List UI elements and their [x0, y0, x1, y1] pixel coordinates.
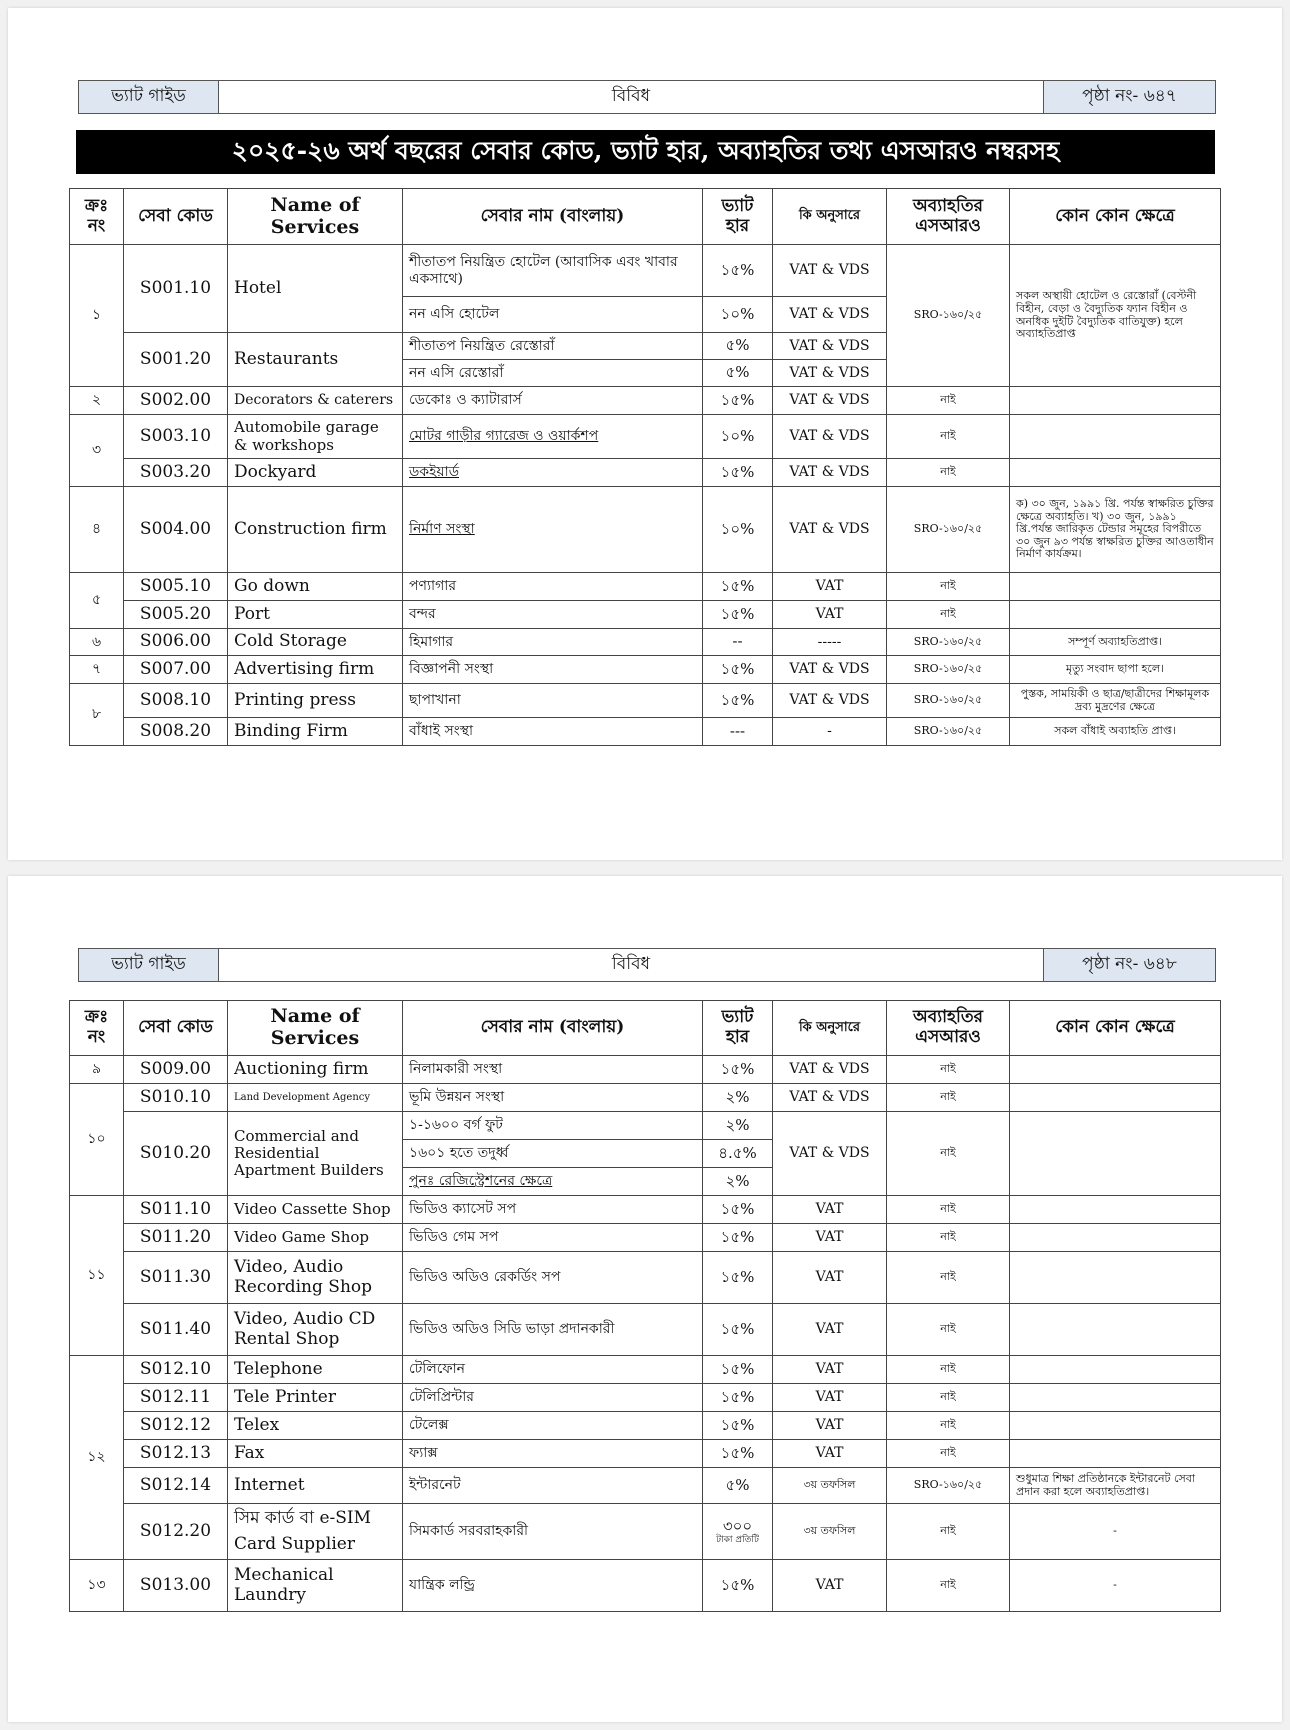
- serial-no: ১: [70, 245, 124, 387]
- service-name-en: Mechanical Laundry: [228, 1560, 403, 1612]
- page-title-banner: ২০২৫-২৬ অর্থ বছরের সেবার কোড, ভ্যাট হার, অব্যাহতির তথ্য এসআরও নম্বরসহ: [76, 130, 1215, 174]
- header-center: বিবিধ: [219, 81, 1043, 113]
- exemption-sro: নাই: [887, 1056, 1010, 1084]
- vat-rate: ১৫%: [703, 1384, 773, 1412]
- exemption-note: সকল বাঁধাই অব্যাহতি প্রাপ্ত।: [1010, 718, 1221, 746]
- vat-rate: ২%: [703, 1168, 773, 1196]
- exemption-note: [1010, 1252, 1221, 1304]
- exemption-sro: নাই: [887, 1504, 1010, 1560]
- header-center: বিবিধ: [219, 949, 1043, 981]
- service-code: S012.14: [124, 1468, 228, 1504]
- vat-basis: VAT: [773, 1384, 887, 1412]
- service-name-en: Hotel: [228, 245, 403, 333]
- service-code: S001.10: [124, 245, 228, 333]
- exemption-sro: SRO-১৬০/২৫: [887, 245, 1010, 387]
- exemption-sro: SRO-১৬০/২৫: [887, 684, 1010, 718]
- service-name-en: Cold Storage: [228, 629, 403, 656]
- vat-basis: VAT: [773, 1412, 887, 1440]
- table-row: [70, 487, 1221, 573]
- service-code: S007.00: [124, 656, 228, 684]
- vat-basis: VAT & VDS: [773, 656, 887, 684]
- service-name-bn: টেলিফোন: [403, 1356, 703, 1384]
- exemption-note: [1010, 459, 1221, 487]
- exemption-sro: SRO-১৬০/২৫: [887, 718, 1010, 746]
- col-name-bn: সেবার নাম (বাংলায়): [403, 1001, 703, 1056]
- serial-no: ৩: [70, 415, 124, 487]
- col-where: কোন কোন ক্ষেত্রে: [1010, 189, 1221, 245]
- vat-rate: ১৫%: [703, 1304, 773, 1356]
- service-code: S001.20: [124, 333, 228, 387]
- service-code: S010.10: [124, 1084, 228, 1112]
- vat-basis: VAT & VDS: [773, 387, 887, 415]
- exemption-sro: নাই: [887, 1304, 1010, 1356]
- document-page-648: [8, 876, 1282, 1722]
- exemption-note: শুধুমাত্র শিক্ষা প্রতিষ্ঠানকে ইন্টারনেট সেবা প্রদান করা হলে অব্যাহতিপ্রাপ্ত।: [1010, 1468, 1221, 1504]
- vat-rate: ৫%: [703, 333, 773, 360]
- col-name-en: Name of Services: [228, 189, 403, 245]
- vat-rate: ১৫%: [703, 1196, 773, 1224]
- vat-rate: ১৫%: [703, 1252, 773, 1304]
- service-code: S011.10: [124, 1196, 228, 1224]
- exemption-sro: নাই: [887, 415, 1010, 459]
- table-row: [70, 1384, 1221, 1412]
- service-code: S011.40: [124, 1304, 228, 1356]
- service-name-bn: ডকইয়ার্ড: [403, 459, 703, 487]
- exemption-note: পুস্তক, সাময়িকী ও ছাত্র/ছাত্রীদের শিক্ষামূলক দ্রব্য মুদ্রণের ক্ষেত্রে: [1010, 684, 1221, 718]
- vat-table-2: [69, 1000, 1221, 1612]
- table-row: [70, 1196, 1221, 1224]
- vat-rate: ১৫%: [703, 573, 773, 601]
- table-row: [70, 573, 1221, 601]
- service-name-bn: নন এসি হোটেল: [403, 297, 703, 333]
- service-code: S002.00: [124, 387, 228, 415]
- service-name-en: Binding Firm: [228, 718, 403, 746]
- table-row: [70, 718, 1221, 746]
- page-header: [78, 948, 1216, 982]
- service-name-en: Fax: [228, 1440, 403, 1468]
- service-name-bn: বাঁধাই সংস্থা: [403, 718, 703, 746]
- vat-basis: VAT & VDS: [773, 1056, 887, 1084]
- header-left: ভ্যাট গাইড: [79, 949, 219, 981]
- vat-rate: ১৫%: [703, 1224, 773, 1252]
- table-row: [70, 387, 1221, 415]
- vat-rate: ১৫%: [703, 1356, 773, 1384]
- service-name-en: Video Cassette Shop: [228, 1196, 403, 1224]
- table-row: [70, 656, 1221, 684]
- service-code: S003.20: [124, 459, 228, 487]
- exemption-sro: নাই: [887, 1112, 1010, 1196]
- vat-rate: ৪.৫%: [703, 1140, 773, 1168]
- exemption-note: [1010, 1384, 1221, 1412]
- vat-rate: ১০%: [703, 297, 773, 333]
- table-row: [70, 1468, 1221, 1504]
- vat-rate: ১৫%: [703, 245, 773, 297]
- service-code: S011.20: [124, 1224, 228, 1252]
- service-code: S012.20: [124, 1504, 228, 1560]
- service-name-en: Video, Audio Recording Shop: [228, 1252, 403, 1304]
- vat-basis: -----: [773, 629, 887, 656]
- vat-basis: VAT: [773, 1224, 887, 1252]
- exemption-note: [1010, 1440, 1221, 1468]
- service-code: S012.10: [124, 1356, 228, 1384]
- vat-rate: ১০%: [703, 415, 773, 459]
- vat-rate: ১৫%: [703, 1056, 773, 1084]
- exemption-note: [1010, 1224, 1221, 1252]
- service-name-bn: পুনঃ রেজিস্ট্রেশনের ক্ষেত্রে: [403, 1168, 703, 1196]
- exemption-sro: নাই: [887, 1560, 1010, 1612]
- col-sro: অব্যাহতির এসআরও: [887, 1001, 1010, 1056]
- vat-rate: ২%: [703, 1112, 773, 1140]
- table-row: [70, 415, 1221, 459]
- service-name-bn: বন্দর: [403, 601, 703, 629]
- exemption-note: -: [1010, 1504, 1221, 1560]
- service-name-bn: ভিডিও অডিও সিডি ভাড়া প্রদানকারী: [403, 1304, 703, 1356]
- service-name-en: Automobile garage & workshops: [228, 415, 403, 459]
- exemption-sro: নাই: [887, 1196, 1010, 1224]
- service-name-en: Telephone: [228, 1356, 403, 1384]
- vat-basis: -: [773, 718, 887, 746]
- vat-rate: ১৫%: [703, 459, 773, 487]
- vat-basis: VAT & VDS: [773, 487, 887, 573]
- exemption-sro: নাই: [887, 1084, 1010, 1112]
- serial-no: ১১: [70, 1196, 124, 1356]
- exemption-sro: SRO-১৬০/২৫: [887, 629, 1010, 656]
- exemption-sro: নাই: [887, 1252, 1010, 1304]
- serial-no: ১০: [70, 1084, 124, 1196]
- serial-no: ৬: [70, 629, 124, 656]
- serial-no: ১৩: [70, 1560, 124, 1612]
- vat-basis: VAT & VDS: [773, 333, 887, 360]
- service-name-bn: নন এসি রেস্তোরাঁ: [403, 360, 703, 387]
- vat-basis: VAT & VDS: [773, 1112, 887, 1196]
- service-code: S009.00: [124, 1056, 228, 1084]
- exemption-sro: নাই: [887, 601, 1010, 629]
- table-row: [70, 1304, 1221, 1356]
- table-row: [70, 684, 1221, 718]
- exemption-note: সম্পূর্ণ অব্যাহতিপ্রাপ্ত।: [1010, 629, 1221, 656]
- vat-table-1: [69, 188, 1221, 746]
- vat-rate: ১৫%: [703, 656, 773, 684]
- exemption-sro: নাই: [887, 459, 1010, 487]
- service-name-bn: হিমাগার: [403, 629, 703, 656]
- col-code: সেবা কোড: [124, 189, 228, 245]
- vat-basis: VAT: [773, 601, 887, 629]
- service-name-bn: ভিডিও গেম সপ: [403, 1224, 703, 1252]
- vat-basis: VAT & VDS: [773, 360, 887, 387]
- service-code: S006.00: [124, 629, 228, 656]
- service-code: S005.20: [124, 601, 228, 629]
- table-row: [70, 1440, 1221, 1468]
- exemption-sro: SRO-১৬০/২৫: [887, 656, 1010, 684]
- vat-rate: ১৫%: [703, 1440, 773, 1468]
- serial-no: ৯: [70, 1056, 124, 1084]
- service-code: S012.11: [124, 1384, 228, 1412]
- exemption-note: [1010, 1304, 1221, 1356]
- service-name-en: Internet: [228, 1468, 403, 1504]
- service-name-bn: ১৬০১ হতে তদুর্ধ্ব: [403, 1140, 703, 1168]
- service-name-bn: ইন্টারনেট: [403, 1468, 703, 1504]
- table-header-row: [70, 1001, 1221, 1056]
- service-code: S008.20: [124, 718, 228, 746]
- service-name-en: Telex: [228, 1412, 403, 1440]
- vat-rate: ১৫%: [703, 1412, 773, 1440]
- col-sl: ক্রঃ নং: [70, 1001, 124, 1056]
- service-name-bn: নির্মাণ সংস্থা: [403, 487, 703, 573]
- exemption-sro: নাই: [887, 1356, 1010, 1384]
- exemption-note: [1010, 1412, 1221, 1440]
- vat-basis: VAT & VDS: [773, 459, 887, 487]
- document-page-647: [8, 8, 1282, 860]
- service-name-en: Tele Printer: [228, 1384, 403, 1412]
- table-row: [70, 1084, 1221, 1112]
- service-code: S003.10: [124, 415, 228, 459]
- service-name-en: Auctioning firm: [228, 1056, 403, 1084]
- service-name-en: Go down: [228, 573, 403, 601]
- table-row: [70, 459, 1221, 487]
- exemption-note: [1010, 1196, 1221, 1224]
- service-code: S012.12: [124, 1412, 228, 1440]
- vat-basis: VAT & VDS: [773, 297, 887, 333]
- table-row: [70, 1112, 1221, 1140]
- service-name-bn: ১-১৬০০ বর্গ ফুট: [403, 1112, 703, 1140]
- vat-basis: VAT & VDS: [773, 415, 887, 459]
- exemption-sro: SRO-১৬০/২৫: [887, 1468, 1010, 1504]
- vat-basis: ৩য় তফসিল: [773, 1504, 887, 1560]
- vat-rate-unit: টাকা প্রতিটি: [716, 1534, 759, 1545]
- service-code: S008.10: [124, 684, 228, 718]
- exemption-note: ক) ৩০ জুন, ১৯৯১ খ্রি. পর্যন্ত স্বাক্ষরিত চুক্তির ক্ষেত্রে অব্যাহতি। খ) ৩০ জুন, ১৯৯১ খ্রি.পর্যন্ত জারিকৃত টেন্ডার সমূহের বিপরীতে ৩০ জুন ৯৩ পর্যন্ত স্বাক্ষরিত চুক্তির আওতাধীন নির্মাণ কার্যক্রম।: [1010, 487, 1221, 573]
- exemption-sro: নাই: [887, 573, 1010, 601]
- serial-no: ২: [70, 387, 124, 415]
- service-name-bn: ফ্যাক্স: [403, 1440, 703, 1468]
- serial-no: ৮: [70, 684, 124, 746]
- vat-basis: VAT & VDS: [773, 1084, 887, 1112]
- serial-no: ৫: [70, 573, 124, 629]
- vat-rate: [703, 1504, 773, 1560]
- service-name-bn: সিমকার্ড সরবরাহকারী: [403, 1504, 703, 1560]
- vat-basis: VAT: [773, 573, 887, 601]
- exemption-note: -: [1010, 1560, 1221, 1612]
- vat-basis: ৩য় তফসিল: [773, 1468, 887, 1504]
- service-name-bn: পণ্যাগার: [403, 573, 703, 601]
- vat-rate: ১৫%: [703, 684, 773, 718]
- exemption-note: [1010, 1356, 1221, 1384]
- exemption-note: সকল অস্থায়ী হোটেল ও রেস্তোরাঁ (বেস্টনী বিহীন, বেড়া ও বৈদ্যুতিক ফ্যান বিহীন ও অনধিক দুইটি বৈদ্যুতিক বাতিযুক্ত) হলে অব্যাহতিপ্রাপ্ত: [1010, 245, 1221, 387]
- vat-rate-amount: ৩০০: [722, 1516, 753, 1535]
- table-row: [70, 1056, 1221, 1084]
- col-name-bn: সেবার নাম (বাংলায়): [403, 189, 703, 245]
- table-row: [70, 1560, 1221, 1612]
- vat-basis: VAT & VDS: [773, 684, 887, 718]
- vat-basis: VAT: [773, 1252, 887, 1304]
- table-row: [70, 1504, 1221, 1560]
- service-name-bn: ভিডিও অডিও রেকর্ডিং সপ: [403, 1252, 703, 1304]
- service-code: S013.00: [124, 1560, 228, 1612]
- service-code: S004.00: [124, 487, 228, 573]
- vat-rate: ১৫%: [703, 1560, 773, 1612]
- vat-rate: --: [703, 629, 773, 656]
- exemption-note: [1010, 387, 1221, 415]
- service-name-en: সিম কার্ড বা e-SIM Card Supplier: [228, 1504, 403, 1560]
- vat-rate: ১৫%: [703, 387, 773, 415]
- exemption-note: [1010, 1112, 1221, 1196]
- service-name-en: Restaurants: [228, 333, 403, 387]
- service-name-bn: টেলেক্স: [403, 1412, 703, 1440]
- exemption-sro: নাই: [887, 1384, 1010, 1412]
- exemption-note: [1010, 1084, 1221, 1112]
- table-row: [70, 1224, 1221, 1252]
- vat-basis: VAT: [773, 1356, 887, 1384]
- table-row: [70, 1252, 1221, 1304]
- exemption-sro: নাই: [887, 1412, 1010, 1440]
- col-where: কোন কোন ক্ষেত্রে: [1010, 1001, 1221, 1056]
- service-name-en: Video, Audio CD Rental Shop: [228, 1304, 403, 1356]
- exemption-sro: নাই: [887, 387, 1010, 415]
- service-name-bn: ছাপাখানা: [403, 684, 703, 718]
- exemption-sro: নাই: [887, 1440, 1010, 1468]
- header-page-number: পৃষ্ঠা নং- ৬৪৮: [1043, 949, 1215, 981]
- col-basis: কি অনুসারে: [773, 189, 887, 245]
- vat-rate: ৫%: [703, 1468, 773, 1504]
- service-name-en: Printing press: [228, 684, 403, 718]
- vat-rate: ১০%: [703, 487, 773, 573]
- service-name-en: Port: [228, 601, 403, 629]
- service-name-bn: শীতাতপ নিয়ন্ত্রিত হোটেল (আবাসিক এবং খাবার একসাথে): [403, 245, 703, 297]
- service-name-bn: শীতাতপ নিয়ন্ত্রিত রেস্তোরাঁ: [403, 333, 703, 360]
- service-name-bn: নিলামকারী সংস্থা: [403, 1056, 703, 1084]
- exemption-note: [1010, 415, 1221, 459]
- service-code: S010.20: [124, 1112, 228, 1196]
- service-code: S011.30: [124, 1252, 228, 1304]
- service-name-en: Advertising firm: [228, 656, 403, 684]
- col-name-en: Name of Services: [228, 1001, 403, 1056]
- vat-basis: VAT: [773, 1560, 887, 1612]
- service-code: S005.10: [124, 573, 228, 601]
- vat-rate: ৫%: [703, 360, 773, 387]
- service-name-en: Construction firm: [228, 487, 403, 573]
- service-name-bn: ভিডিও ক্যাসেট সপ: [403, 1196, 703, 1224]
- service-name-en: Video Game Shop: [228, 1224, 403, 1252]
- col-sl: ক্রঃ নং: [70, 189, 124, 245]
- vat-rate: ২%: [703, 1084, 773, 1112]
- service-name-bn: বিজ্ঞাপনী সংস্থা: [403, 656, 703, 684]
- col-code: সেবা কোড: [124, 1001, 228, 1056]
- table-row: [70, 601, 1221, 629]
- service-name-en: Land Development Agency: [228, 1084, 403, 1112]
- service-name-bn: মোটর গাড়ীর গ্যারেজ ও ওয়ার্কশপ: [403, 415, 703, 459]
- service-name-bn: টেলিপ্রিন্টার: [403, 1384, 703, 1412]
- table-row: [70, 1412, 1221, 1440]
- serial-no: ৪: [70, 487, 124, 573]
- vat-rate: ---: [703, 718, 773, 746]
- service-name-bn: ডেকোঃ ও ক্যাটারার্স: [403, 387, 703, 415]
- service-name-bn: ভূমি উন্নয়ন সংস্থা: [403, 1084, 703, 1112]
- exemption-sro: নাই: [887, 1224, 1010, 1252]
- serial-no: ১২: [70, 1356, 124, 1560]
- table-row: [70, 629, 1221, 656]
- exemption-note: [1010, 1056, 1221, 1084]
- exemption-sro: SRO-১৬০/২৫: [887, 487, 1010, 573]
- table-header-row: [70, 189, 1221, 245]
- serial-no: ৭: [70, 656, 124, 684]
- service-name-en: Decorators & caterers: [228, 387, 403, 415]
- vat-basis: VAT: [773, 1196, 887, 1224]
- service-name-en: Commercial and Residential Apartment Builders: [228, 1112, 403, 1196]
- vat-basis: VAT: [773, 1440, 887, 1468]
- table-row: [70, 245, 1221, 297]
- vat-basis: VAT & VDS: [773, 245, 887, 297]
- header-page-number: পৃষ্ঠা নং- ৬৪৭: [1043, 81, 1215, 113]
- exemption-note: [1010, 601, 1221, 629]
- col-sro: অব্যাহতির এসআরও: [887, 189, 1010, 245]
- col-rate: ভ্যাট হার: [703, 1001, 773, 1056]
- col-rate: ভ্যাট হার: [703, 189, 773, 245]
- header-left: ভ্যাট গাইড: [79, 81, 219, 113]
- service-code: S012.13: [124, 1440, 228, 1468]
- vat-basis: VAT: [773, 1304, 887, 1356]
- service-name-en: Dockyard: [228, 459, 403, 487]
- col-basis: কি অনুসারে: [773, 1001, 887, 1056]
- exemption-note: [1010, 573, 1221, 601]
- exemption-note: মৃত্যু সংবাদ ছাপা হলে।: [1010, 656, 1221, 684]
- table-row: [70, 1356, 1221, 1384]
- vat-rate: ১৫%: [703, 601, 773, 629]
- page-header: [78, 80, 1216, 114]
- service-name-bn: যান্ত্রিক লন্ড্রি: [403, 1560, 703, 1612]
